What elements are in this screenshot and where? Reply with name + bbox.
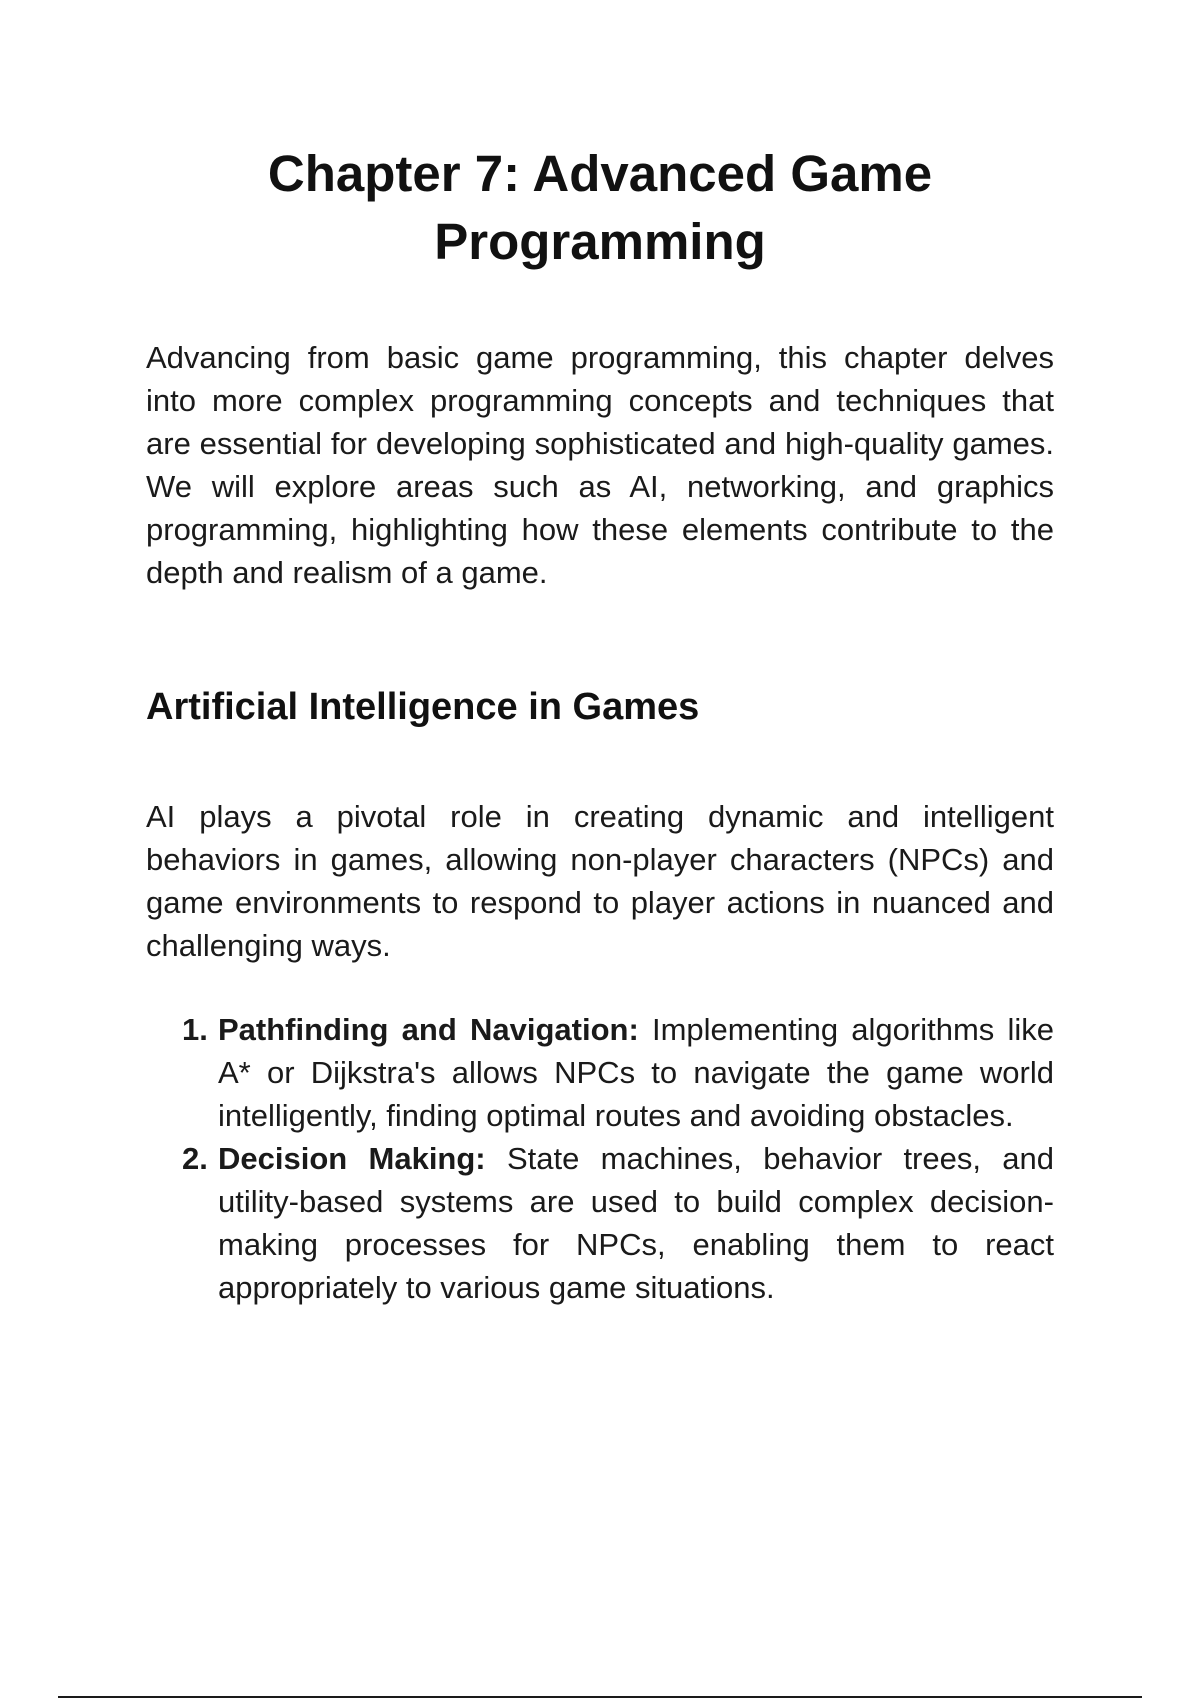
list-item-term: Decision Making: [218, 1141, 486, 1176]
section-paragraph: AI plays a pivotal role in creating dynamic and intelligent behaviors in games, allowing non-player characters (NPCs) and game environments to respond to player actions in nuanced and challenging ways. [146, 799, 1054, 963]
list-item-number: 1. [182, 1012, 208, 1047]
list-item-number: 2. [182, 1141, 208, 1176]
section-heading: Artificial Intelligence in Games [146, 686, 700, 728]
page-bottom-rule [58, 1696, 1142, 1698]
list-item [146, 1008, 1054, 1137]
list-item-term: Pathfinding and Navigation: [218, 1012, 639, 1047]
chapter-title: Chapter 7: Advanced Game Programming [267, 145, 933, 270]
list-item-text: State machines, behavior trees, and utility-based systems are used to build complex decision-making processes for NPCs, enabling them to react appropriately to various game situations. [218, 1141, 1055, 1305]
list-item-text: Implementing algorithms like A* or Dijkstra's allows NPCs to navigate the game world intelligently, finding optimal routes and avoiding obstacles. [218, 1012, 1054, 1133]
list-item [146, 1137, 1054, 1309]
page-content [146, 140, 1054, 1309]
numbered-list [146, 1008, 1054, 1309]
intro-paragraph: Advancing from basic game programming, this chapter delves into more complex programming concepts and techniques that are essential for developing sophisticated and high-quality games. We will explore areas such as AI, networking, and graphics programming, highlighting how these elements contribute to the depth and realism of a game. [146, 340, 1054, 590]
